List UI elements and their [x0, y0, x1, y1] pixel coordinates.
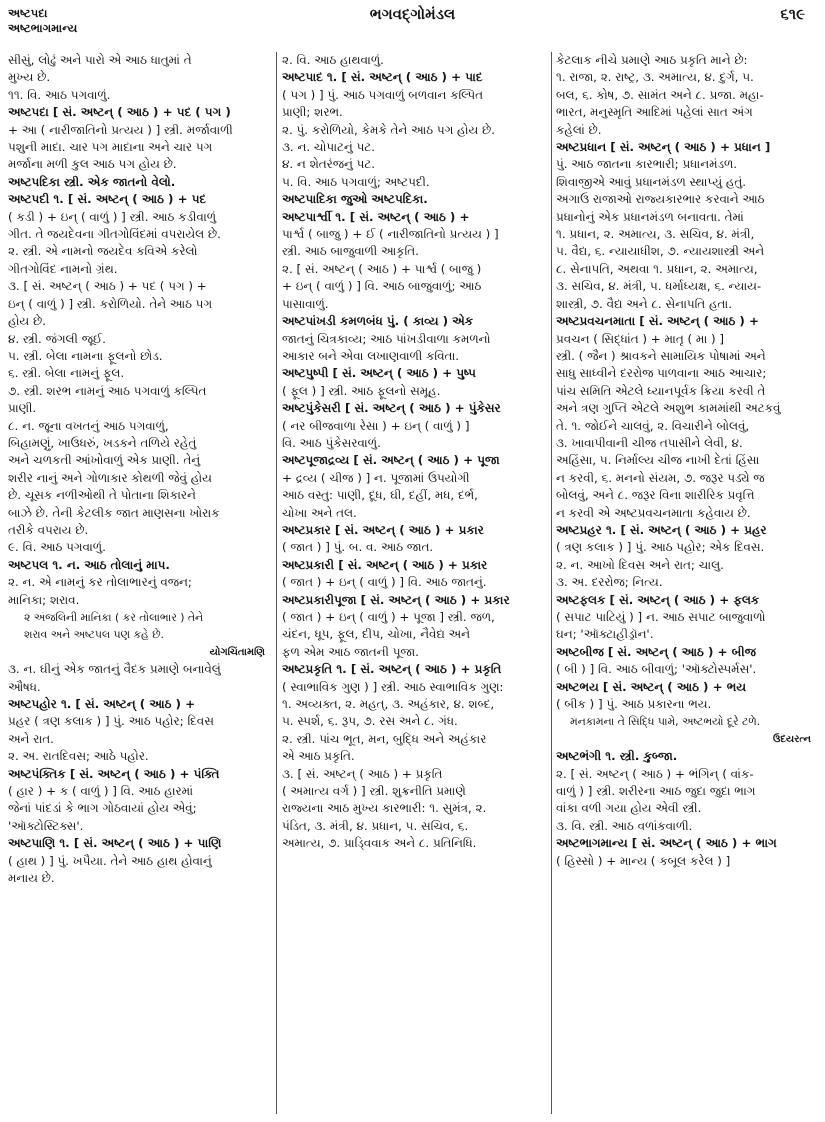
entry-headword-line: અષ્ટપુંકેસરી [ સં. અષ્ટન્ ( આઠ ) + પુંકેસર	[282, 401, 501, 416]
definition-line: ( સપાટ પાટિયું ) ] ન. આઠ સપાટ બાજુવાળો	[556, 610, 766, 624]
definition-line: + દ્રવ્ય ( ચીજ ) ] ન. પૂજામાં ઉપયોગી	[282, 470, 470, 485]
definition-line: ૫. સ્પર્શ, ૬. રૂપ, ૭. રસ અને ૮. ગંધ.	[282, 714, 458, 729]
entry-headword-line: અષ્ટપંક્તિક [ સં. અષ્ટન્ ( આઠ ) + પંક્તિ	[8, 766, 220, 781]
definition-line: પંડિત, ૩. મંત્રી, ૪. પ્રધાન, ૫. સચિવ, ૬.	[282, 818, 469, 833]
definition-line: જાતનું ચિત્રકાવ્ય; આઠ પાંખડીવાળા કમળનો	[282, 331, 491, 346]
definition-line: ( બીક ) ] પું. આઠ પ્રકારના ભય.	[556, 697, 712, 712]
definition-line: + આ ( નારીજાતિનો પ્રત્યય ) ] સ્ત્રી. મર્જાવાળી	[8, 122, 233, 137]
definition-line: વિ. આઠ પુંકેસરવાળું.	[282, 435, 381, 450]
definition-line: શાસ્ત્રી, ૭. વૈદ્ય અને ૮. સેનાપતિ હતા.	[556, 296, 732, 311]
definition-line: ઘન; 'ઑક્ટાહીડ્રૉન'.	[556, 627, 654, 642]
entry-headword-line: અષ્ટપદા [ સં. અષ્ટન્ ( આઠ ) + પદ ( પગ )	[8, 105, 231, 120]
book-title: ભગવદ્ગોમંડલ	[369, 5, 456, 23]
entry-headword-line: અષ્ટપ્રધાન [ સં. અષ્ટન્ ( આઠ ) + પ્રધાન ]	[556, 140, 771, 155]
entry-headword-line: અષ્ટપુષ્પી [ સં. અષ્ટન્ ( આઠ ) + પુષ્પ	[282, 366, 476, 381]
definition-line: પ્રધાનોનું એક પ્રધાનમંડળ બનાવતા. તેમાં	[556, 209, 744, 224]
definition-line: ૫. સ્ત્રી. બેલા નામના ફૂલનો છોડ.	[8, 348, 163, 363]
column-1	[8, 52, 271, 1114]
definition-line: ( પગ ) ] પું. આઠ પગવાળું બળવાન કલ્પિત	[282, 87, 483, 102]
definition-line: ૨. [ સં. અષ્ટન્ ( આઠ ) + ભંગિન્ ( વાંક-	[556, 766, 754, 781]
definition-line: અગાઉ રાજાઓ રાજ્યકારભાર કરવાને આઠ	[556, 192, 765, 207]
definition-line: ૨. ન. એ નામનું કર તોલાભારનું વજન;	[8, 575, 192, 590]
definition-line: ૩. ન. ઘીનું એક જાતનું વૈદક પ્રમાણે બનાવેલું	[8, 662, 221, 677]
first-entry-word: અષ્ટપદા	[8, 6, 48, 20]
definition-line: ૨. સ્ત્રી. પાંચ ભૂત, મન, બુદ્ધિ અને અહંકાર	[282, 731, 487, 746]
definition-line: + ઇન્ ( વાળું ) ] વિ. આઠ બાજુવાળું; આઠ	[282, 279, 482, 294]
definition-line: સ્ત્રી. આઠ બાજુવાળી આકૃતિ.	[282, 244, 419, 259]
definition-line: ૯. વિ. આઠ પગવાળું.	[8, 540, 106, 555]
definition-line: પાંચ સમિતિ એટલે ધ્યાનપૂર્વક ક્રિયા કરવી તે	[556, 383, 766, 398]
entry-headword-line: અષ્ટપદિકા સ્ત્રી. એક જાતનો વેલો.	[8, 174, 176, 189]
definition-line: ૩. વિ. સ્ત્રી. આઠ વળાંકવાળી.	[556, 818, 693, 833]
column-3	[556, 52, 817, 1114]
entry-headword-line: અષ્ટપાણિ ૧. [ સં. અષ્ટન્ ( આઠ ) + પાણિ	[8, 836, 222, 851]
definition-line: રાજ્યના આઠ મુખ્ય કારભારી: ૧. સુમંત્ર, ૨.	[282, 801, 487, 816]
definition-line: ન કરવી, ૬. મનનો સંયમ, ૭. જરૂર પડ્યે જ	[556, 470, 765, 485]
entry-headword-line: અષ્ટભાગમાન્ય [ સં. અષ્ટન્ ( આઠ ) + ભાગ	[556, 836, 777, 851]
definition-line: ( નર બીજવાળા રેસા ) + ઇન્ ( વાળું ) ]	[282, 418, 470, 433]
definition-line: પું. આઠ જાતના કારભારી; પ્રધાનમંડળ.	[556, 157, 738, 172]
definition-line: ચંદન, ધૂપ, ફૂલ, દીપ, ચોખા, નૈવેદ્ય અને	[282, 627, 470, 642]
definition-line: ન કરવી એ અષ્ટપ્રવચનમાતા કહેવાય છે.	[556, 505, 751, 520]
definition-line: ( જાત ) + ઇન્ ( વાળું ) + પૂજા ] સ્ત્રી. જળ,	[282, 610, 495, 624]
definition-line: ( કડી ) + ઇન્ ( વાળું ) ] સ્ત્રી. આઠ કડીવાળું	[8, 209, 217, 224]
entry-headword-line: અષ્ટપાદ ૧. [ સં. અષ્ટન્ ( આઠ ) + પાદ	[282, 70, 483, 85]
definition-line: અને ચળકતી આંખોવાળું એક પ્રાણી. તેનું	[8, 453, 201, 468]
definition-line: ( સ્વાભાવિક ગુણ ) ] સ્ત્રી. આઠ સ્વાભાવિક ગુણ:	[282, 679, 504, 694]
entry-headword-line: અષ્ટપૂજાદ્રવ્ય [ સં. અષ્ટન્ ( આઠ ) + પૂજા	[282, 453, 500, 468]
definition-line: ( અમાત્ય વર્ગ ) ] સ્ત્રી. શુક્રનીતિ પ્રમાણે	[282, 784, 466, 799]
entry-headword-line: અષ્ટપાંખડી કમળબંધ પું. ( કાવ્ય ) એક	[282, 314, 474, 329]
entry-headword-line: અષ્ટપ્રવચનમાતા [ સં. અષ્ટન્ ( આઠ ) +	[556, 314, 759, 329]
definition-line: ૩. ન. ચોપાટનું પટ.	[282, 140, 375, 155]
entry-headword-line: અષ્ટપદી ૧. [ સં. અષ્ટન્ ( આઠ ) + પદ	[8, 192, 207, 207]
entry-headword-line: અષ્ટપહોર ૧. [ સં. અષ્ટન્ ( આઠ ) +	[8, 697, 196, 712]
definition-line: મુખ્ય છે.	[8, 70, 51, 85]
definition-line: ગીતગોવિંદ નામનો ગ્રંથ.	[8, 261, 118, 276]
entry-headword-line: અષ્ટભંગી ૧. સ્ત્રી. કુબ્જા.	[556, 749, 678, 764]
definition-line: ચોખા અને તલ.	[282, 505, 357, 520]
definition-line: સાધુ સાધ્વીને દરરોજ પાળવાના આઠ આચાર;	[556, 366, 767, 381]
definition-line: ૭. સ્ત્રી. શરભ નામનું આઠ પગવાળું કલ્પિત	[8, 383, 207, 398]
definition-line: ૩. [ સં. અષ્ટન્ ( આઠ ) + પ્રકૃતિ	[282, 766, 443, 781]
definition-line: ૨. ન. આખો દિવસ અને રાત; ચાલુ.	[556, 557, 724, 572]
definition-line: પશુની માદા. ચાર પગ માદાના અને ચાર પગ	[8, 140, 213, 155]
definition-line: પાસાવાળું.	[282, 296, 329, 311]
definition-line: ૩. સચિવ, ૪. મંત્રી, ૫. ધર્માધ્યક્ષ, ૬. ન્યાય-	[556, 279, 762, 294]
definition-line: બોલવું, અને ૮. જરૂર વિના શારીરિક પ્રવૃત્તિ	[556, 488, 755, 503]
definition-line: મનાય છે.	[8, 871, 55, 886]
definition-line: ૨. સ્ત્રી. એ નામનો જયદેવ કવિએ કરેલો	[8, 244, 198, 259]
entry-headword-line: અષ્ટપ્રકારી [ સં. અષ્ટન્ ( આઠ ) + પ્રકાર	[282, 557, 488, 572]
definition-line: ઔષધ.	[8, 679, 41, 694]
definition-line: હોય છે.	[8, 314, 46, 329]
definition-line: ૧. રાજા, ૨. રાષ્ટ્ર, ૩. અમાત્ય, ૪. દુર્ગ, ૫.	[556, 70, 754, 85]
definition-line: બલ, ૬. કોષ, ૭. સામંત અને ૮. પ્રજા. મહા-	[556, 87, 764, 102]
definition-line: ૧. પ્રધાન, ૨. અમાત્ય, ૩. સચિવ, ૪. મંત્રી,	[556, 227, 755, 242]
definition-line: પ્રવચન ( સિદ્ધાંત ) + માતૃ ( મા ) ]	[556, 331, 725, 346]
definition-line: અહિંસા, ૫. નિર્માલ્ય ચીજ નાખી દેતાં હિંસા	[556, 453, 760, 468]
definition-line: મર્જાના મળી કુલ આઠ પગ હોય છે.	[8, 157, 177, 172]
definition-line: વાંકા વળી ગયા હોય એવી સ્ત્રી.	[556, 801, 702, 816]
page-number: ૬૧૯	[780, 5, 805, 23]
definition-line: પ્રાણી; શરભ.	[282, 105, 343, 120]
definition-line: સીસું, લોઢું અને પારો એ આઠ ધાતુમાં તે	[8, 53, 192, 67]
entry-headword-line: અષ્ટપાર્શ્વી ૧. [ સં. અષ્ટન્ ( આઠ ) +	[282, 209, 470, 224]
definition-line: ૬. સ્ત્રી. બેલા નામનું ફૂલ.	[8, 366, 125, 381]
definition-line: માનિકા; શરાવ.	[8, 592, 80, 607]
citation-source: યોગચિંતામણિ	[209, 646, 265, 658]
definition-line: કેટલાક નીચે પ્રમાણે આઠ પ્રકૃતિ માને છે:	[556, 53, 748, 67]
definition-line: ૩. ખાવાપીવાની ચીજ તપાસીને લેવી, ૪.	[556, 435, 743, 450]
definition-line: કહેલાં છે.	[556, 122, 602, 137]
definition-line: ( ત્રણ કલાક ) ] પું. આઠ પહોર; એક દિવસ.	[556, 540, 765, 555]
definition-line: વાળું ) ] સ્ત્રી. શરીરના આઠ જુદા જુદા ભાગ	[556, 784, 756, 799]
definition-line: આઠ વસ્તુ: પાણી, દૂધ, ઘી, દહીં, મધ, દર્ભ,	[282, 488, 478, 503]
definition-line: બિહામણું, ખાઉધરું, ખડકને તળિયે રહેતું	[8, 435, 197, 450]
definition-line: અમાત્ય, ૭. પ્રાડ્વિવાક અને ૮. પ્રતિનિધિ.	[282, 836, 477, 851]
definition-line: ૧૧. વિ. આઠ પગવાળું.	[8, 87, 111, 102]
definition-line: અને રાત.	[8, 731, 54, 746]
entry-headword-line: અષ્ટપ્રકાર [ સં. અષ્ટન્ ( આઠ ) + પ્રકાર	[282, 522, 484, 537]
column-divider	[551, 52, 552, 1114]
definition-line: ૨. પું. કરોળિયો, કેમકે તેને આઠ પગ હોય છે.	[282, 122, 495, 137]
definition-line: તે. ૧. જોઈને ચાલવું, ૨. વિચારીને બોલવું,	[556, 418, 750, 433]
definition-line: તરીકે વપરાય છે.	[8, 522, 89, 537]
entry-headword-line: અષ્ટબીજ [ સં. અષ્ટન્ ( આઠ ) + બીજ	[556, 644, 756, 659]
entry-headword-line: અષ્ટફલક [ સં. અષ્ટન્ ( આઠ ) + ફલક	[556, 592, 760, 607]
entry-headword-line: અષ્ટપલ ૧. ન. આઠ તોલાનું માપ.	[8, 557, 170, 572]
entry-headword-line: અષ્ટપ્રહર ૧. [ સં. અષ્ટન્ ( આઠ ) + પ્રહર	[556, 522, 767, 537]
definition-line: ઇન્ ( વાળું ) ] સ્ત્રી. કરોળિયો. તેને આઠ પગ	[8, 296, 213, 311]
definition-line: ( હાથ ) ] પું. ખપૈયા. તેને આઠ હાથ હોવાનું	[8, 853, 212, 868]
definition-line: ૩. અ. દરરોજ; નિત્ય.	[556, 575, 663, 590]
definition-line: ૧. અવ્યક્ત, ૨. મહત્, ૩. અહંકાર, ૪. શબ્દ,	[282, 697, 495, 712]
definition-line: સ્ત્રી. ( જૈન ) શ્રાવકને સામાયિક પોષામાં અને	[556, 348, 766, 363]
definition-line: બાઝે છે. તેની કેટલીક જાત માણસના ખોરાક	[8, 505, 220, 520]
citation-source: ઉદયરત્ન	[772, 733, 811, 745]
definition-line: ( બી ) ] વિ. આઠ બીવાળું; 'ઑક્ટોસ્પર્મસ'.	[556, 662, 757, 677]
definition-line: ૩. [ સં. અષ્ટન્ ( આઠ ) + પદ ( પગ ) +	[8, 279, 207, 294]
quotation-line: શરાવ અને અષ્ટપલ પણ કહે છે.	[24, 628, 164, 642]
entry-headword-line: અષ્ટપ્રકૃતિ ૧. [ સં. અષ્ટન્ ( આઠ ) + પ્રકૃતિ	[282, 662, 502, 677]
definition-line: જેનાં પાંદડાં કે ભાગ ગોઠવાયાં હોય એવું;	[8, 801, 197, 816]
definition-line: ૨. વિ. આઠ હાથવાળું.	[282, 53, 384, 67]
definition-line: 'ઑક્ટોસ્ટિક્સ'.	[8, 818, 84, 833]
quotation-line: ૨ અંજલિની માનિકા ( કર તોલાભાર ) તેને	[24, 611, 204, 624]
definition-line: ભારત, મનુસ્મૃતિ આદિમાં પહેલાં સાત અંગ	[556, 105, 753, 120]
definition-line: ૫. વૈદ્ય, ૬. ન્યાયાધીશ, ૭. ન્યાયશાસ્ત્રી અને	[556, 244, 765, 259]
definition-line: ગીત. તે જયદેવના ગીતગોવિંદમાં વપરાયેલ છે.	[8, 227, 221, 242]
definition-line: અને ત્રણ ગુપ્તિ એટલે અશુભ કામમાંથી અટકવું	[556, 401, 781, 416]
definition-line: ૮. સેનાપતિ, અથવા ૧. પ્રધાન, ૨. અમાત્ય,	[556, 261, 758, 276]
definition-line: છે. ચૂસક નળીઓથી તે પોતાના શિકારને	[8, 488, 196, 503]
definition-line: ( જાત ) ] પું. બ. વ. આઠ જાત.	[282, 540, 434, 555]
definition-line: ૪. સ્ત્રી. જંગલી જૂઈ.	[8, 331, 106, 346]
definition-line: પ્રહર ( ત્રણ કલાક ) ] પું. આઠ પહોર; દિવસ	[8, 714, 214, 729]
definition-line: પાર્શ્વ ( બાજુ ) + ઈ ( નારીજાતિનો પ્રત્યય ) ]	[282, 227, 499, 242]
entry-headword-line: અષ્ટપ્રકારીપૂજા [ સં. અષ્ટન્ ( આઠ ) + પ્રકાર	[282, 592, 510, 607]
definition-line: ૮. ન. જૂના વખતનું આઠ પગવાળું,	[8, 418, 169, 433]
definition-line: એ આઠ પ્રકૃતિ.	[282, 749, 355, 764]
entry-headword-line: અષ્ટપાદિકા જુઓ અષ્ટપદિકા.	[282, 192, 428, 207]
definition-line: ફળ એમ આઠ જાતની પૂજા.	[282, 644, 419, 659]
definition-line: આકાર બને એવા લખાણવાળી કવિતા.	[282, 348, 460, 363]
definition-line: ( જાત ) + ઇન્ ( વાળું ) ] વિ. આઠ જાતનું.	[282, 575, 487, 590]
definition-line: ૨. અ. રાતદિવસ; આઠે પહોર.	[8, 749, 149, 764]
definition-line: ૨. [ સં. અષ્ટન્ ( આઠ ) + પાર્શ્વ ( બાજુ )	[282, 261, 482, 276]
definition-line: શરીર નાનું અને ગોળાકાર કોથળી જેવું હોય	[8, 470, 212, 485]
definition-line: ( હાર ) + ક ( વાળું ) ] વિ. આઠ હારમાં	[8, 784, 193, 799]
column-2	[282, 52, 546, 1114]
definition-line: પ્રાણી.	[8, 401, 37, 416]
entry-headword-line: અષ્ટભય [ સં. અષ્ટન્ ( આઠ ) + ભય	[556, 679, 746, 694]
definition-line: ( હિસ્સો ) + માન્ય ( કબૂલ કરેલ ) ]	[556, 853, 731, 868]
definition-line: ૪. ન શેતરંજનું પટ.	[282, 157, 376, 172]
last-entry-word: અષ્ટભાગમાન્ય	[8, 21, 78, 35]
column-divider	[276, 52, 277, 1114]
definition-line: શિવાજીએ આવું પ્રધાનમંડળ સ્થાપ્યું હતું.	[556, 174, 747, 189]
quotation-line: મનકામના તે સિદ્ધિ પામે, અષ્ટભયો દૂરે ટળે.	[570, 715, 761, 729]
definition-line: ( ફૂલ ) ] સ્ત્રી. આઠ ફૂલનો સમૂહ.	[282, 383, 441, 398]
definition-line: ૫. વિ. આઠ પગવાળું; અષ્ટપદી.	[282, 174, 430, 189]
